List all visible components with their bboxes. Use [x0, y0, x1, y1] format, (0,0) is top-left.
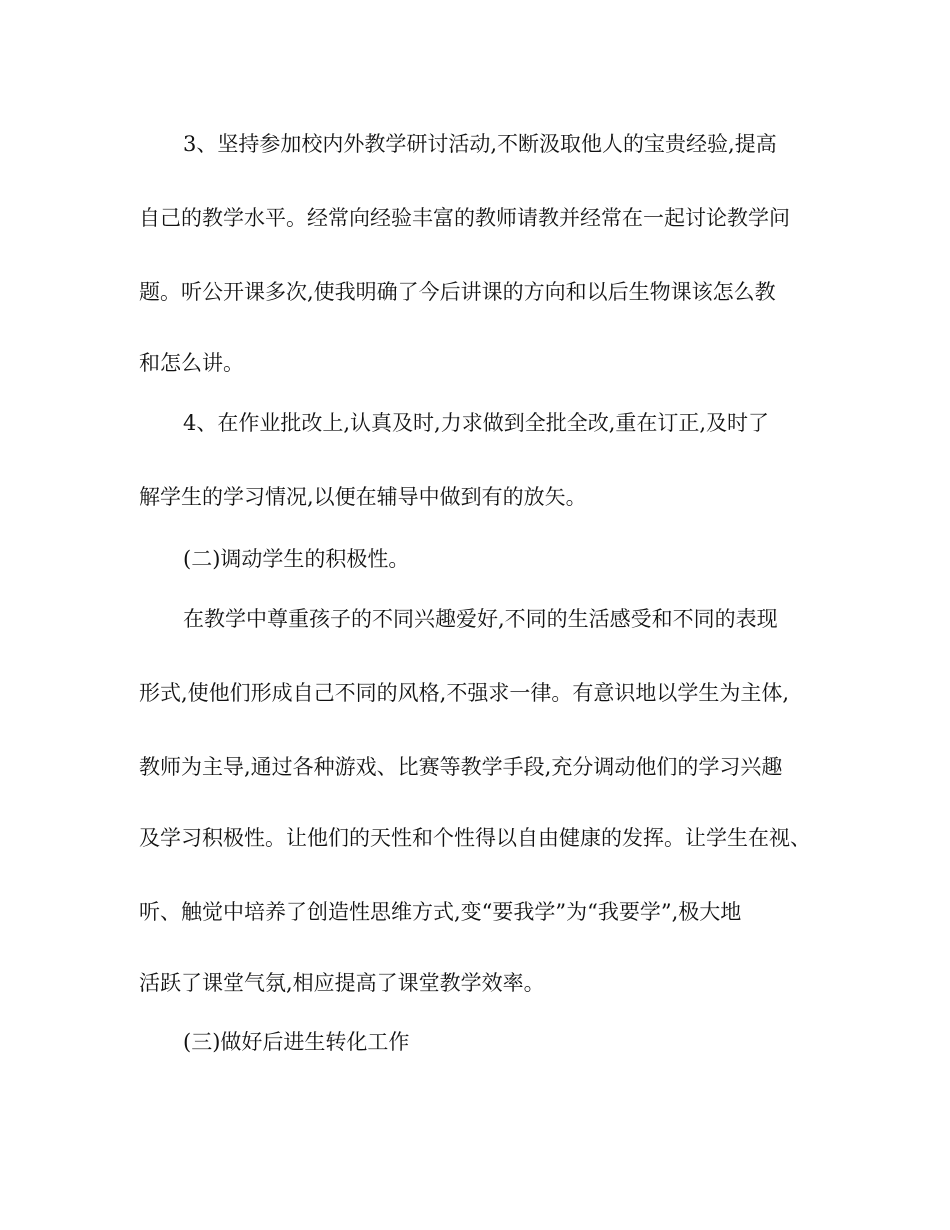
section-heading-3: (三)做好后进生转化工作	[183, 1030, 410, 1054]
paragraph-4-line-1: 4、在作业批改上,认真及时,力求做到全批全改,重在订正,及时了	[183, 411, 770, 435]
paragraph-5-line-6: 活跃了课堂气氛,相应提高了课堂教学效率。	[139, 971, 545, 995]
paragraph-5-line-2: 形式,使他们形成自己不同的风格,不强求一律。有意识地以学生为主体,	[139, 681, 790, 705]
paragraph-4-line-2: 解学生的学习情况,以便在辅导中做到有的放矢。	[139, 485, 587, 509]
paragraph-3-line-1: 3、坚持参加校内外教学研讨活动,不断汲取他人的宝贵经验,提高	[183, 132, 777, 156]
paragraph-3-line-4: 和怎么讲。	[139, 351, 244, 375]
paragraph-5-line-5: 听、触觉中培养了创造性思维方式,变“要我学”为“我要学”,极大地	[139, 900, 742, 924]
paragraph-5-line-3: 教师为主导,通过各种游戏、比赛等教学手段,充分调动他们的学习兴趣	[139, 755, 783, 779]
paragraph-5-line-4: 及学习积极性。让他们的天性和个性得以自由健康的发挥。让学生在视、	[139, 826, 811, 850]
paragraph-3-line-2: 自己的教学水平。经常向经验丰富的教师请教并经常在一起讨论教学问	[139, 206, 790, 230]
paragraph-3-line-3: 题。听公开课多次,使我明确了今后讲课的方向和以后生物课该怎么教	[139, 280, 776, 304]
section-heading-2: (二)调动学生的积极性。	[183, 547, 410, 571]
paragraph-5-line-1: 在教学中尊重孩子的不同兴趣爱好,不同的生活感受和不同的表现	[183, 607, 778, 631]
